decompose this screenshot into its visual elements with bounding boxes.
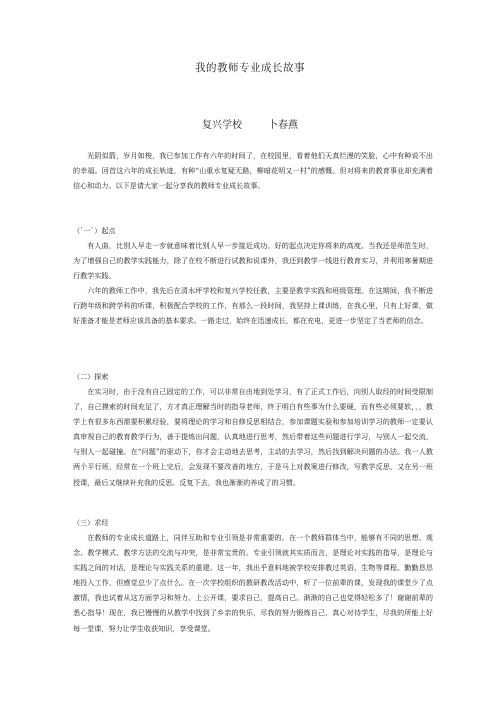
document-title: 我的教师专业成长故事	[195, 62, 305, 74]
section-body-explore	[73, 384, 433, 490]
intro-paragraph	[73, 148, 433, 193]
section-heading-explore: （二）探索	[73, 372, 109, 381]
section-heading-start: （`一`）起点	[73, 226, 116, 235]
section-paragraph: 在教师的专业成长道路上，同伴互助和专业引领是非常重要的。在一个教师群体当中，能够有不同的思想、观念、教学模式、教学方法的交流与冲突，是非常宝贵的。专业引领就其实质而言，是理论对实践的指导，是理论与实践之间的对话，是理论与实践关系的重建。这一年，我出乎意料地被学校安排教过英语、生物等课程。勤勤恳恳地投入工作，但感觉总少了点什么。在一次学校组织的教研教改活动中，听了一位前辈的课，发现我的课堂少了点激情，我也试着从这方面学习和努力。上公开课，要求自己，提高自己。渐渐的自己也觉得轻松多了！谢谢前辈的悉心指导！现在，我已慢慢的从教学中找到了乡亲的快乐，尽我的努力锻炼自己，真心对待学生，尽我的所能上好每一堂课，努力让学生收获知识，享受课堂。	[73, 533, 433, 633]
section-body-seek	[73, 530, 433, 636]
section-paragraph: 有人曲，比别人早走一步就意味着比别人早一步接近成功。好的起点决定你将来的高度。当我还是师范生时，为了增强自己的教学实践能力，除了在校不断进行试教和说课外，我还到教学一线进行教育实习，并利用寒暑期进行教学实践。	[73, 241, 433, 281]
school-name: 复兴学校	[202, 120, 242, 131]
author-name: 卜春燕	[268, 120, 298, 131]
byline	[0, 116, 500, 131]
section-paragraph: 在实习时，由于没有自己固定的工作，可以非常自由地到处学习，有了正式工作后，向别人取经的时间受限制了，自己摸索的时间充足了，方才真正理解当时的指导老师，终于明白有些事为什么要硬，而有些必须要软，，，教学上有很多东西需要积累经验，要将理论的学习和自修反思相结合，参加课题实验和参加培训学习的教师一定要认真审视自己的教育教学行为，善于提炼出问题，认真地进行思考，然后带着这些问题进行学习，与别人一起交流，与别人一起碰撞。在“问题”的驱动下，你才会主动地去思考，主动的去学习，然后找到解决问题的办法。我一人教两个平行班，经常在一个班上完后，会发现不要改善的地方，于是马上对教案进行修改，写教学反思，又在另一班授课，最后又继续补充我的反思。反复下去，我也渐渐的养成了的习惯。	[73, 387, 433, 487]
section-heading-seek: （三）求经	[73, 518, 109, 527]
section-paragraph: 六年的教师工作中，我先后在清水坪学校和复兴学校任教，主要是教学实践和班级管理。在这期间，我不断进行跨年级和跨学科的听课，积极配合学校的工作，有那么一段时间，我坚持上课训练，在我心里，只有上好课，做好准备才能是老师应该具备的基本要求。一路走过，始终在迅速成长，都在充电，更进一步坚定了当老师的信念。	[73, 286, 433, 326]
section-body-start	[73, 238, 433, 329]
intro-text: 光阴似箭，岁月如梭，我已参加工作有六年的时间了，在校园里，看着他们天真烂漫的笑脸，心中有种说不出的幸福。回首这六年的成长轨迹，有种“山重水复疑无路，柳暗花明又一村”的感慨。但对将来的教育事业却充满着信心和动力。以下是请大家一起分享我的教师专业成长故事。	[73, 151, 433, 191]
